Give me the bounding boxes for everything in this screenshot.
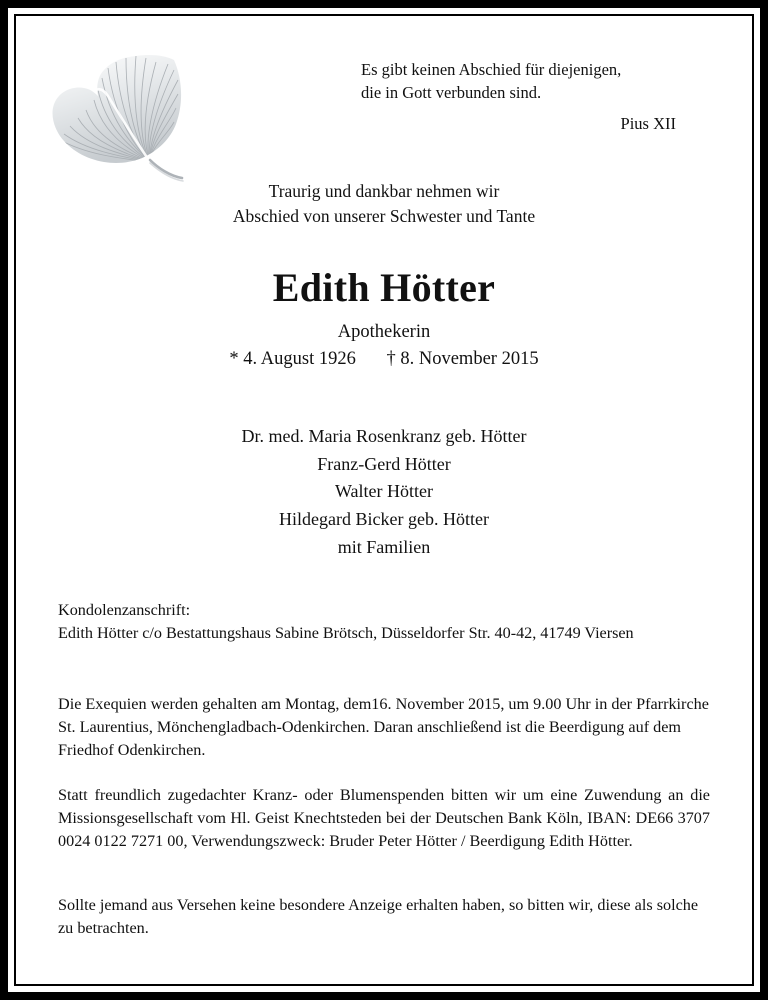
closing-note: Sollte jemand aus Versehen keine besondere Anzeige erhalten haben, so bitten wir, diese als solche zu betrachten.: [58, 896, 699, 937]
ginkgo-leaf-icon: [46, 44, 198, 184]
intro-line-2: Abschied von unserer Schwester und Tante: [232, 206, 536, 227]
date-of-death: † 8. November 2015: [386, 349, 539, 369]
epigraph-line-1: Es gibt keinen Abschied für diejenigen,: [361, 60, 622, 79]
epigraph-line-2: die in Gott verbunden sind.: [361, 83, 542, 103]
list-item: Franz-Gerd Hötter: [317, 453, 451, 474]
list-item: Walter Hötter: [334, 481, 433, 502]
condolence-address-value: Edith Hötter c/o Bestattungshaus Sabine Brötsch, Düsseldorfer Str. 40-42, 41749 Viersen: [58, 624, 634, 642]
date-of-birth: * 4. August 1926: [229, 349, 356, 369]
condolence-label: Kondolenzanschrift:: [58, 601, 191, 619]
epigraph-author: Pius XII: [620, 113, 676, 133]
survivors-list: [16, 423, 752, 562]
list-item: Dr. med. Maria Rosenkranz geb. Hötter: [241, 426, 527, 446]
intro-text: [16, 179, 752, 230]
intro-line-1: Traurig und dankbar nehmen wir: [268, 181, 500, 201]
epigraph: [361, 58, 676, 135]
frame-gap: [8, 8, 760, 992]
life-dates: [16, 349, 752, 370]
notice-content: [14, 14, 754, 986]
donation-info: Statt freundlich zugedachter Kranz- oder Blumenspenden bitten wir um eine Zuwendung an die Missionsgesellschaft vom Hl. Geist Knechtsteden bei der Deutschen Bank Köln, IBAN: DE66 3707 0024 0122 7271 00, Verwendungszweck: Bruder Peter Hötter / Beerdigung Edith Hötter.: [58, 786, 710, 850]
service-info: Die Exequien werden gehalten am Montag, dem16. November 2015, um 9.00 Uhr in der Pfarrkirche St. Laurentius, Mönchengladbach-Odenkirchen. Daran anschließend ist die Beerdigung auf dem Friedhof Odenkirchen.: [58, 695, 709, 759]
deceased-role: Apothekerin: [337, 322, 431, 342]
list-item: mit Familien: [337, 536, 431, 557]
list-item: Hildegard Bicker geb. Hötter: [279, 509, 489, 530]
condolence-address: [58, 599, 710, 645]
deceased-name: Edith Hötter: [272, 265, 496, 310]
